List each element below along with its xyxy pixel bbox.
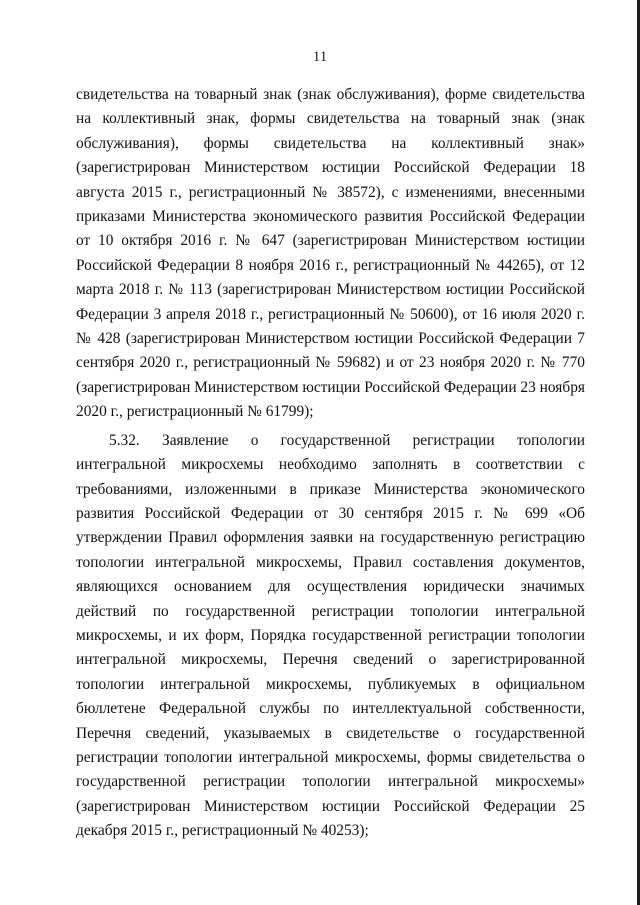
paragraph-continuation: свидетельства на товарный знак (знак обслуживания), форме свидетельства на коллективный знак, формы свидетельства на товарный знак (знак обслуживания), формы свидетельства на коллективный знак» (зарегистрирован Министерством юстиции Российской Федерации 18 августа 2015 г., регистрационный № 38572), с изменениями, внесенными приказами Министерства экономического развития Российской Федерации от 10 октября 2016 г. № 647 (зарегистрирован Министерством юстиции Российской Федерации 8 ноября 2016 г., регистрационный № 44265), от 12 марта 2018 г. № 113 (зарегистрирован Министерством юстиции Российской Федерации 3 апреля 2018 г., регистрационный № 50600), от 16 июля 2020 г. № 428 (зарегистрирован Министерством юстиции Российской Федерации 7 сентября 2020 г., регистрационный № 59682) и от 23 ноября 2020 г. № 770 (зарегистрирован Министерством юстиции Российской Федерации 23 ноября 2020 г., регистрационный № 61799); bbox=[76, 86, 585, 421]
page-number: 11 bbox=[312, 49, 328, 65]
document-body bbox=[76, 83, 585, 844]
paragraph-5-32: 5.32. Заявление о государственной регистрации топологии интегральной микросхемы необходимо заполнять в соответствии с требованиями, изложенными в приказе Министерства экономического развития Российской Федерации от 30 сентября 2015 г. № 699 «Об утверждении Правил оформления заявки на государственную регистрацию топологии интегральной микросхемы, Правил составления документов, являющихся основанием для осуществления юридически значимых действий по государственной регистрации топологии интегральной микросхемы, и их форм, Порядка государственной регистрации топологии интегральной микросхемы, Перечня сведений о зарегистрированной топологии интегральной микросхемы, публикуемых в официальном бюллетене Федеральной службы по интеллектуальной собственности, Перечня сведений, указываемых в свидетельстве о государственной регистрации топологии интегральной микросхемы, формы свидетельства о государственной регистрации топологии интегральной микросхемы» (зарегистрирован Министерством юстиции Российской Федерации 25 декабря 2015 г., регистрационный № 40253); bbox=[76, 431, 585, 840]
